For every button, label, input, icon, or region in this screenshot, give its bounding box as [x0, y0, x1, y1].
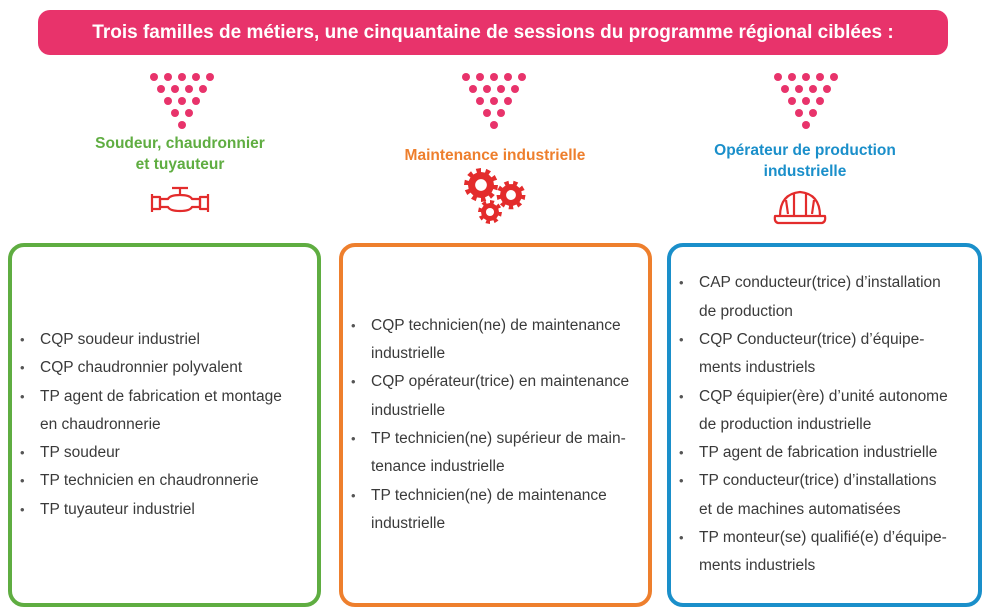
- dot: [462, 73, 470, 81]
- training-list: [12, 326, 317, 524]
- dot: [511, 85, 519, 93]
- dot: [795, 109, 803, 117]
- dot: [816, 97, 824, 105]
- dot: [476, 73, 484, 81]
- dot: [164, 73, 172, 81]
- training-item: • CQP équipier(ère) d’unité autonome: [671, 383, 978, 411]
- dot: [816, 73, 824, 81]
- training-item: • TP conducteur(trice) d’installations: [671, 467, 978, 495]
- dot: [504, 73, 512, 81]
- dot: [199, 85, 207, 93]
- family-title-line: Soudeur, chaudronnier: [95, 135, 265, 152]
- dot: [469, 85, 477, 93]
- dot: [802, 73, 810, 81]
- dot: [802, 121, 810, 129]
- dot: [809, 109, 817, 117]
- training-item: et de machines automatisées: [699, 500, 901, 518]
- dot: [164, 97, 172, 105]
- dot: [497, 85, 505, 93]
- dot: [497, 109, 505, 117]
- dot: [802, 97, 810, 105]
- family-title-production: [685, 140, 925, 182]
- dot: [185, 85, 193, 93]
- training-list: [671, 269, 978, 580]
- training-item: tenance industrielle: [371, 458, 505, 476]
- training-item: • TP technicien(ne) de maintenance: [343, 482, 648, 510]
- dot: [490, 121, 498, 129]
- training-item: • TP monteur(se) qualifié(e) d’équipe-: [671, 524, 978, 552]
- dot: [490, 73, 498, 81]
- training-item: • TP technicien en chaudronnerie: [12, 467, 317, 495]
- dot: [178, 73, 186, 81]
- training-item: • CQP technicien(ne) de maintenance: [343, 312, 648, 340]
- dot: [178, 97, 186, 105]
- training-item: ments industriels: [699, 359, 816, 377]
- training-item: • CQP soudeur industriel: [12, 326, 317, 354]
- training-item: industrielle: [371, 401, 446, 419]
- dot: [788, 73, 796, 81]
- family-title-line: Maintenance industrielle: [404, 147, 586, 164]
- family-title-line: et tuyauteur: [135, 156, 225, 173]
- training-item: • CQP chaudronnier polyvalent: [12, 354, 317, 382]
- dot: [490, 97, 498, 105]
- dot: [504, 97, 512, 105]
- dot: [171, 109, 179, 117]
- card-soudeur: [8, 243, 321, 607]
- dot: [192, 97, 200, 105]
- training-item: en chaudronnerie: [40, 415, 161, 433]
- dot: [774, 73, 782, 81]
- family-title-maintenance: [370, 145, 620, 166]
- training-item: de production: [699, 302, 793, 320]
- family-title-line: Opérateur de production: [714, 142, 896, 159]
- dot: [185, 109, 193, 117]
- dot: [178, 121, 186, 129]
- training-item: • TP agent de fabrication industrielle: [671, 439, 978, 467]
- card-maintenance: [339, 243, 652, 607]
- gears-icon: [460, 165, 530, 227]
- training-item: de production industrielle: [699, 415, 872, 433]
- dot-arrow-icon: [462, 73, 528, 131]
- dot: [483, 109, 491, 117]
- dot: [788, 97, 796, 105]
- dot: [795, 85, 803, 93]
- training-item: • CQP Conducteur(trice) d’équipe-: [671, 326, 978, 354]
- training-item: industrielle: [371, 514, 446, 532]
- dot: [476, 97, 484, 105]
- dot: [809, 85, 817, 93]
- training-item: • CQP opérateur(trice) en maintenance: [343, 368, 648, 396]
- dot: [830, 73, 838, 81]
- pipe-valve-icon: [148, 184, 212, 218]
- dot: [823, 85, 831, 93]
- dot: [518, 73, 526, 81]
- training-item: • TP tuyauteur industriel: [12, 496, 317, 524]
- dot: [157, 85, 165, 93]
- training-item: ments industriels: [699, 557, 816, 575]
- dot: [150, 73, 158, 81]
- dot: [192, 73, 200, 81]
- family-title-line: industrielle: [763, 163, 847, 180]
- card-production: [667, 243, 982, 607]
- header-banner: [38, 10, 948, 55]
- family-title-soudeur: [60, 133, 300, 175]
- training-item: industrielle: [371, 345, 446, 363]
- training-item: • TP technicien(ne) supérieur de main-: [343, 425, 648, 453]
- training-item: • TP soudeur: [12, 439, 317, 467]
- banner-title: Trois familles de métiers, une cinquantaine de sessions du programme régional ciblées :: [92, 21, 894, 43]
- training-item: • TP agent de fabrication et montage: [12, 383, 317, 411]
- training-item: • CAP conducteur(trice) d’installation: [671, 269, 978, 297]
- dot: [171, 85, 179, 93]
- hard-hat-icon: [772, 186, 828, 228]
- training-list: [343, 312, 648, 538]
- dot-arrow-icon: [150, 73, 216, 131]
- dot: [483, 85, 491, 93]
- dot-arrow-icon: [774, 73, 840, 131]
- dot: [781, 85, 789, 93]
- dot: [206, 73, 214, 81]
